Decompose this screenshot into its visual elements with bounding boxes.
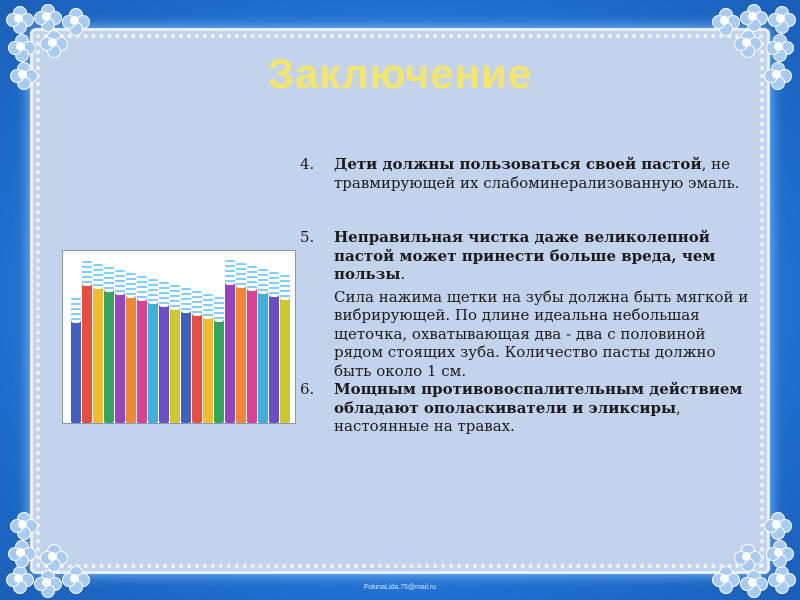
flower-ornament-icon: [8, 34, 34, 60]
toothbrush-head: [137, 275, 147, 301]
toothbrush-head: [258, 268, 268, 294]
toothbrush-head: [214, 296, 224, 322]
toothbrush-head: [93, 263, 103, 289]
toothbrush-head: [104, 266, 114, 292]
item-extra: Сила нажима щетки на зубы должна быть мягкой и вибрирующей. По длине идеальна небольшая щеточка, охватывающая два - два с половиной рядом стоящих зуба. Количество пасты должно быть около 1 см.: [334, 287, 749, 380]
toothbrush: [115, 275, 125, 423]
flower-ornament-icon: [712, 566, 738, 592]
item-text: , настоянные на травах.: [334, 398, 681, 435]
toothbrush-head: [82, 260, 92, 286]
toothbrush-head: [126, 272, 136, 298]
toothbrush: [236, 268, 246, 423]
flower-ornament-icon: [764, 512, 790, 538]
toothbrush: [225, 265, 235, 423]
toothbrush-head: [170, 284, 180, 310]
item-text: , не травмирующей их слабоминерализованную эмаль.: [334, 155, 740, 192]
toothbrush: [269, 277, 279, 423]
conclusion-text: [300, 155, 750, 436]
toothbrush: [104, 272, 114, 423]
toothbrush-head: [181, 287, 191, 313]
toothbrush: [258, 274, 268, 423]
toothbrush-head: [236, 262, 246, 288]
flower-ornament-icon: [6, 566, 32, 592]
toothbrush: [159, 287, 169, 423]
toothbrush-head: [280, 274, 290, 300]
flower-ornament-icon: [62, 8, 88, 34]
toothbrush: [126, 278, 136, 423]
slide-title: Заключение: [267, 50, 533, 97]
item-number: 5.: [300, 228, 315, 246]
toothbrush-head: [148, 278, 158, 304]
toothbrush: [82, 266, 92, 423]
list-item: [300, 380, 750, 436]
flower-ornament-icon: [740, 570, 766, 596]
flower-ornament-icon: [10, 512, 36, 538]
item-bold: Неправильная чистка даже великолепной пастой может принести больше вреда, чем пользы: [334, 228, 716, 283]
flower-ornament-icon: [8, 540, 34, 566]
toothbrush-head: [192, 290, 202, 316]
toothbrush-head: [71, 297, 81, 323]
footer-email: FokinaLida.75@mail.ru: [363, 584, 437, 591]
toothbrush-head: [269, 271, 279, 297]
item-number: 6.: [300, 380, 315, 398]
flower-ornament-icon: [34, 4, 60, 30]
flower-ornament-icon: [34, 570, 60, 596]
toothbrush: [137, 281, 147, 423]
item-text: .: [400, 265, 406, 283]
toothbrush-head: [225, 259, 235, 285]
item-number: 4.: [300, 155, 315, 173]
flower-ornament-icon: [766, 34, 792, 60]
toothbrushes-photo: [62, 250, 296, 424]
toothbrush: [247, 271, 257, 423]
flower-ornament-icon: [10, 62, 36, 88]
flower-ornament-icon: [740, 4, 766, 30]
toothbrush-head: [203, 293, 213, 319]
flower-ornament-icon: [768, 6, 794, 32]
flower-ornament-icon: [768, 566, 794, 592]
flower-ornament-icon: [62, 566, 88, 592]
toothbrush-head: [247, 265, 257, 291]
flower-ornament-icon: [712, 8, 738, 34]
flower-ornament-icon: [766, 540, 792, 566]
toothbrush: [280, 280, 290, 423]
toothbrush: [93, 269, 103, 423]
item-bold: Мощным противовоспалительным действием обладают ополаскиватели и эликсиры: [334, 380, 743, 417]
list-item: [300, 228, 750, 380]
flower-ornament-icon: [6, 6, 32, 32]
toothbrush-head: [115, 269, 125, 295]
item-bold: Дети должны пользоваться своей пастой: [334, 155, 702, 173]
toothbrush: [148, 284, 158, 423]
list-item: [300, 155, 750, 192]
flower-ornament-icon: [764, 62, 790, 88]
toothbrush-head: [159, 281, 169, 307]
